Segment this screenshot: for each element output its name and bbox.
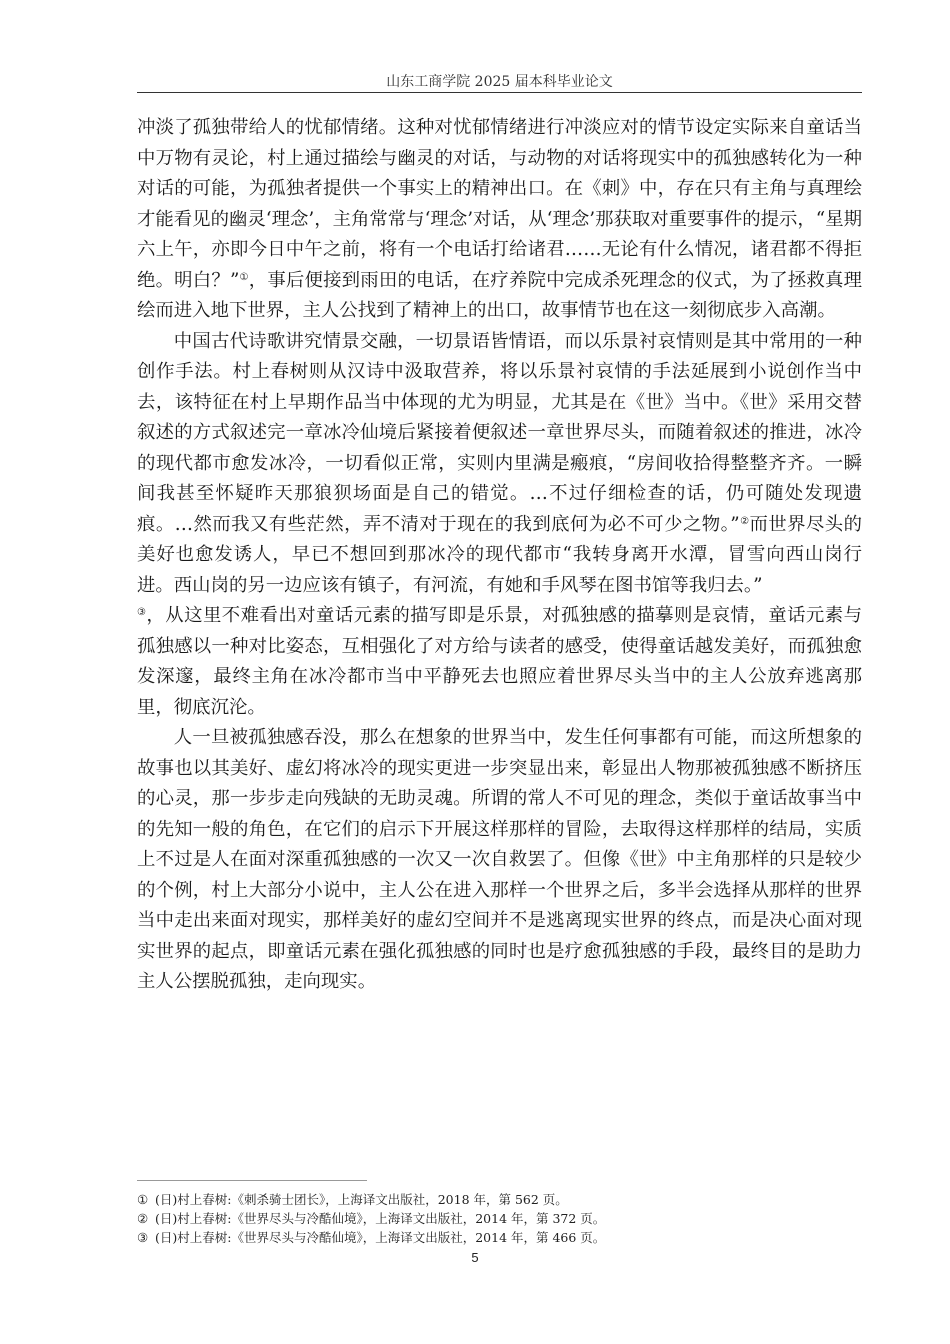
footnote-mark: ③ [137, 1230, 149, 1245]
footnote-text: (日)村上春树:《世界尽头与冷酷仙境》，上海译文出版社，2014 年，第 466 页。 [155, 1230, 606, 1245]
footnote-text: (日)村上春树:《世界尽头与冷酷仙境》，上海译文出版社，2014 年，第 372 页。 [155, 1211, 606, 1226]
paragraph-2-text-a: 中国古代诗歌讲究情景交融，一切景语皆情语，而以乐景衬哀情则是其中常用的一种创作手法。村上春树则从汉诗中汲取营养，将以乐景衬哀情的手法延展到小说创作当中去，该特征在村上早期作品当中体现的尤为明显，尤其是在《世》当中。《世》采用交替叙述的方式叙述完一章冰冷仙境后紧接着便叙述一章世界尽头，而随着叙述的推进，冰冷的现代都市愈发冰冷，一切看似正常，实则内里满是瘢痕，“房间收拾得整整齐齐。一瞬间我甚至怀疑昨天那狼狈场面是自己的错觉。…不过仔细检查的话，仍可随处发现遗痕。…然而我又有些茫然，弄不清对于现在的我到底何为必不可少之物。” [137, 330, 862, 535]
paragraph-2-text-c: ，从这里不难看出对童话元素的描写即是乐景，对孤独感的描摹则是哀情，童话元素与孤独感以一种对比姿态，互相强化了对方给与读者的感受，使得童话越发美好，而孤独愈发深邃，最终主角在冰冷都市当中平静死去也照应着世界尽头当中的主人公放弃逃离那里，彻底沉沦。 [137, 605, 862, 718]
paragraph-3-text-a: 人一旦被孤独感吞没，那么在想象的世界当中，发生任何事都有可能，而这所想象的故事也以其美好、虚幻将冰冷的现实更进一步突显出来，彰显出人物那被孤独感不断挤压的心灵，那一步步走向残缺的无助灵魂。所谓的常人不可见的理念，类似于童话故事当中的先知一般的角色，在它们的启示下开展这样那样的冒险，去取得这样那样的结局，实质上不过是人在面对深重孤独感的一次又一次自救罢了。但像《世》中主角那样的只是较少的个例，村上大部分小说中，主人公在进入那样一个世界之后，多半会选择从那样的世界当中走出来面对现实，那样美好的虚幻空间并不是逃离现实世界的终点，而是决心面对现实世界的起点，即童话元素在强化孤独感的同时也是疗愈孤独感的手段，最终目的是助力主人公摆脱孤独，走向现实。 [137, 727, 862, 992]
paragraph-1-text-b: ，事后便接到雨田的电话，在疗养院中完成杀死理念的仪式，为了拯救真理绘而进入地下世界，主人公找到了精神上的出口，故事情节也在这一刻彻底步入高潮。 [137, 269, 862, 321]
footnote-separator [137, 1180, 367, 1181]
footnote-1 [137, 1190, 862, 1209]
footnote-mark: ② [137, 1211, 149, 1226]
paragraph-2 [137, 327, 862, 724]
body-text [137, 113, 862, 998]
paragraph-3 [137, 723, 862, 998]
header-rule [137, 92, 862, 93]
footnote-ref-2[interactable]: ② [739, 515, 750, 527]
footnote-3 [137, 1228, 862, 1247]
page-number: 5 [471, 1250, 479, 1265]
paragraph-2-text-b: 而世界尽头的美好也愈发诱人，早已不想回到那冰冷的现代都市“我转身离开水潭，冒雪向西山岗行进。西山岗的另一边应该有镇子，有河流，有她和手风琴在图书馆等我归去。” [137, 513, 863, 596]
footnote-text: (日)村上春树:《刺杀骑士团长》，上海译文出版社，2018 年，第 562 页。 [155, 1192, 568, 1207]
paragraph-1 [137, 113, 862, 327]
running-header: 山东工商学院 2025 届本科毕业论文 [386, 74, 613, 90]
footnote-ref-3[interactable]: ③ [137, 607, 147, 618]
footnote-ref-1[interactable]: ① [239, 271, 249, 283]
footnote-2 [137, 1209, 862, 1228]
paragraph-1-text-a: 冲淡了孤独带给人的忧郁情绪。这种对忧郁情绪进行冲淡应对的情节设定实际来自童话当中万物有灵论，村上通过描绘与幽灵的对话，与动物的对话将现实中的孤独感转化为一种对话的可能，为孤独者提供一个事实上的精神出口。在《刺》中，存在只有主角与真理绘才能看见的幽灵‘理念’，主角常常与‘理念’对话，从‘理念’那获取对重要事件的提示，“星期六上午，亦即今日中午之前，将有一个电话打给诸君……无论有什么情况，诸君都不得拒绝。明白？” [137, 117, 862, 291]
footnotes [137, 1190, 862, 1247]
footnote-mark: ① [137, 1192, 149, 1207]
